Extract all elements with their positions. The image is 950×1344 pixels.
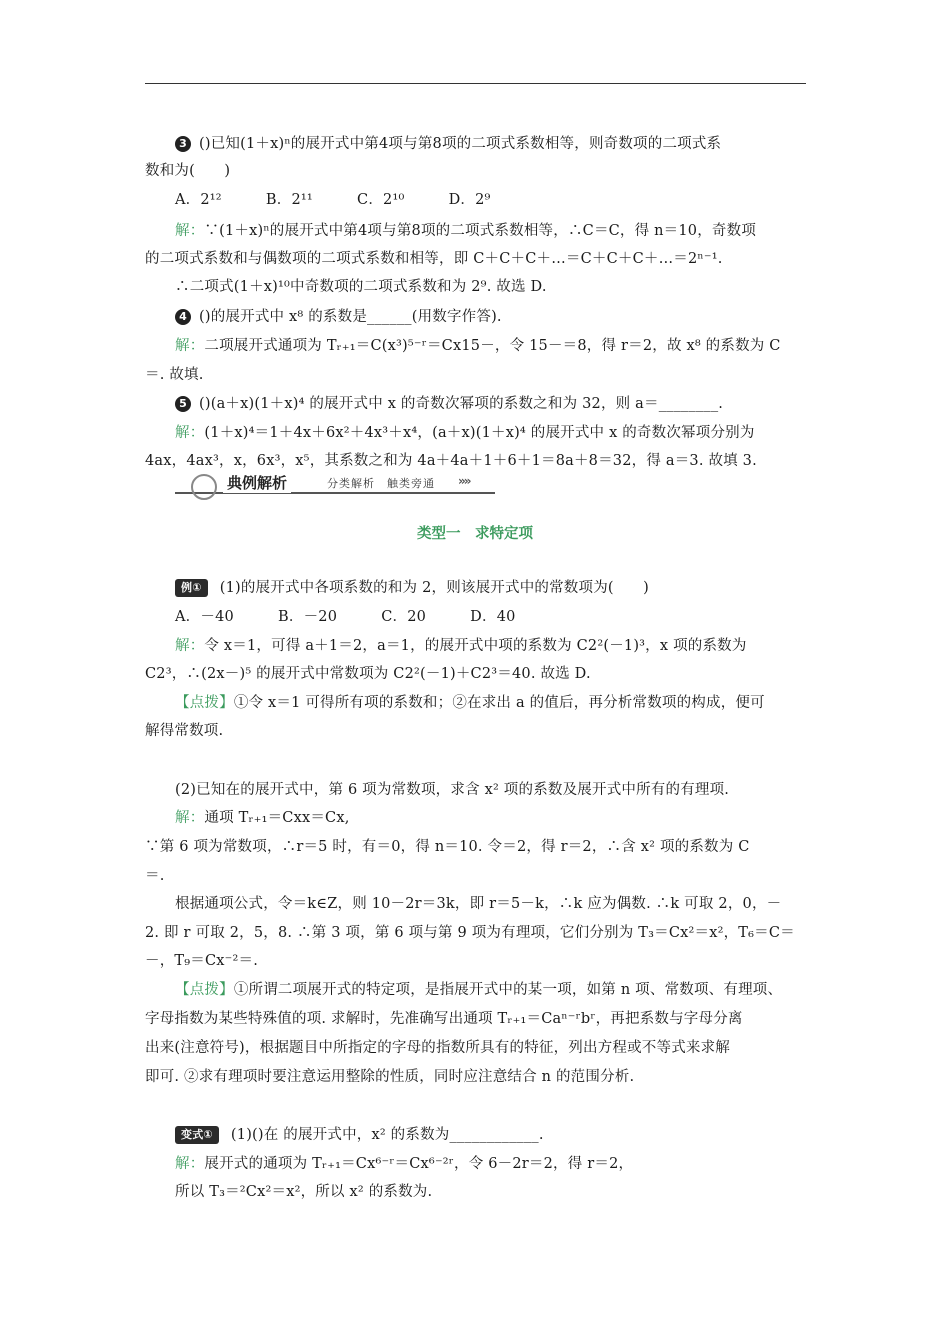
question-3 [175,133,721,155]
solution-line: 根据通项公式，令＝k∈Z，则 10－2r＝3k，即 r＝5－k，∴k 应为偶数. ∴k 可取 2，0，－ [175,896,782,912]
answer-options: A．2¹² B．2¹¹ C．2¹⁰ D．2⁹ [175,192,491,208]
solution-line: ＝. [145,868,165,884]
tip-label: 【点拨】 [175,695,234,711]
tip-line: 字母指数为某些特殊值的项. 求解时，先准确写出通项 Tᵣ₊₁＝Caⁿ⁻ʳbʳ，再把系数与字母分离 [145,1011,743,1027]
question-text: (1)()在 的展开式中，x² 的系数为____________. [230,1127,544,1143]
section-banner [175,472,505,502]
solution-label: 解： [175,1156,205,1172]
section-title: 类型一 求特定项 [417,526,533,542]
solution-label: 解： [175,638,205,654]
number-bullet: 4 [175,309,191,325]
variant-tag: 变式① [175,1126,219,1144]
example-tag: 例① [175,579,208,597]
question-text: ()的展开式中 x⁸ 的系数是______(用数字作答). [199,309,502,325]
tip-line: 出来(注意符号)，根据题目中所指定的字母的指数所具有的特征，列出方程或不等式来求解 [145,1040,731,1056]
tip-line: 【点拨】①令 x＝1 可得所有项的系数和；②在求出 a 的值后，再分析常数项的构成，便可 [175,695,765,711]
solution-label: 解： [175,425,205,441]
solution-line: ∴二项式(1＋x)¹⁰中奇数项的二项式系数和为 2⁹. 故选 D. [175,279,547,295]
question-text: ()已知(1＋x)ⁿ的展开式中第4项与第8项的二项式系数相等，则奇数项的二项式系 [199,136,722,152]
solution-line: 解：二项展开式通项为 Tᵣ₊₁＝C(x³)⁵⁻ʳ＝Cx15－，令 15－＝8，得 r＝2，故 x⁸ 的系数为 C [175,338,781,354]
solution-line: C2³，∴(2x－)⁵ 的展开式中常数项为 C2²(－1)＋C2³＝40. 故选 D. [145,666,591,682]
answer-options: A．－40 B．－20 C．20 D．40 [175,609,516,625]
solution-line: 4ax，4ax³，x，6x³，x⁵，其系数之和为 4a＋4a＋1＋6＋1＝8a＋8＝32，得 a＝3. 故填 3. [145,453,757,469]
swirl-icon [191,474,217,500]
number-bullet: 5 [175,396,191,412]
solution-line: ∵第 6 项为常数项，∴r＝5 时，有＝0，得 n＝10. 令＝2，得 r＝2，∴含 x² 项的系数为 C [145,839,750,855]
number-bullet: 3 [175,136,191,152]
question-text: 数和为( ) [145,163,231,179]
solution-line: ＝. 故填. [145,367,204,383]
banner-title: 典例解析 [223,472,291,493]
solution-line: 解：令 x＝1，可得 a＋1＝2，a＝1，的展开式中项的系数为 C2²(－1)³，x 项的系数为 [175,638,747,654]
solution-label: 解： [175,223,205,239]
tip-line: 解得常数项. [145,723,224,739]
solution-line: 解：∵(1＋x)ⁿ的展开式中第4项与第8项的二项式系数相等，∴C＝C，得 n＝10，奇数项 [175,223,757,239]
solution-label: 解： [175,338,205,354]
banner-subtitle: 分类解析 触类旁通 [323,475,439,491]
tip-line: 即可. ②求有理项时要注意运用整除的性质，同时应注意结合 n 的范围分析. [145,1069,635,1085]
double-arrow-icon: »» [458,474,470,488]
question-4 [175,306,502,328]
solution-line: 解：展开式的通项为 Tᵣ₊₁＝Cx⁶⁻ʳ＝Cx⁶⁻²ʳ，令 6－2r＝2，得 r＝2， [175,1156,634,1172]
solution-line: －，T₉＝Cx⁻²＝. [145,953,259,969]
question-text: (1)的展开式中各项系数的和为 2，则该展开式中的常数项为( ) [219,580,650,596]
solution-line: 2. 即 r 可取 2，5，8. ∴第 3 项，第 6 项与第 9 项为有理项，它们分别为 T₃＝Cx²＝x²，T₆＝C＝ [145,925,795,941]
solution-label: 解： [175,810,205,826]
header-rule [145,83,806,84]
solution-line: 解：通项 Tᵣ₊₁＝Cxx＝Cx, [175,810,350,826]
question-5 [175,393,723,415]
tip-line: 【点拨】①所谓二项展开式的特定项，是指展开式中的某一项，如第 n 项、常数项、有理项、 [175,982,783,998]
question-text: ()(a＋x)(1＋x)⁴ 的展开式中 x 的奇数次幂项的系数之和为 32，则 a＝________. [199,396,724,412]
variant-1 [175,1124,544,1146]
solution-line: 解：(1＋x)⁴＝1＋4x＋6x²＋4x³＋x⁴，(a＋x)(1＋x)⁴ 的展开式中 x 的奇数次幂项分别为 [175,425,755,441]
solution-line: 所以 T₃＝²Cx²＝x²，所以 x² 的系数为. [175,1184,433,1200]
question-text: (2)已知在的展开式中，第 6 项为常数项，求含 x² 项的系数及展开式中所有的有理项. [175,782,730,798]
tip-label: 【点拨】 [175,982,234,998]
example-1 [175,577,649,599]
solution-line: 的二项式系数和与偶数项的二项式系数和相等，即 C＋C＋C＋…＝C＋C＋C＋…＝2ⁿ⁻¹. [145,251,723,267]
